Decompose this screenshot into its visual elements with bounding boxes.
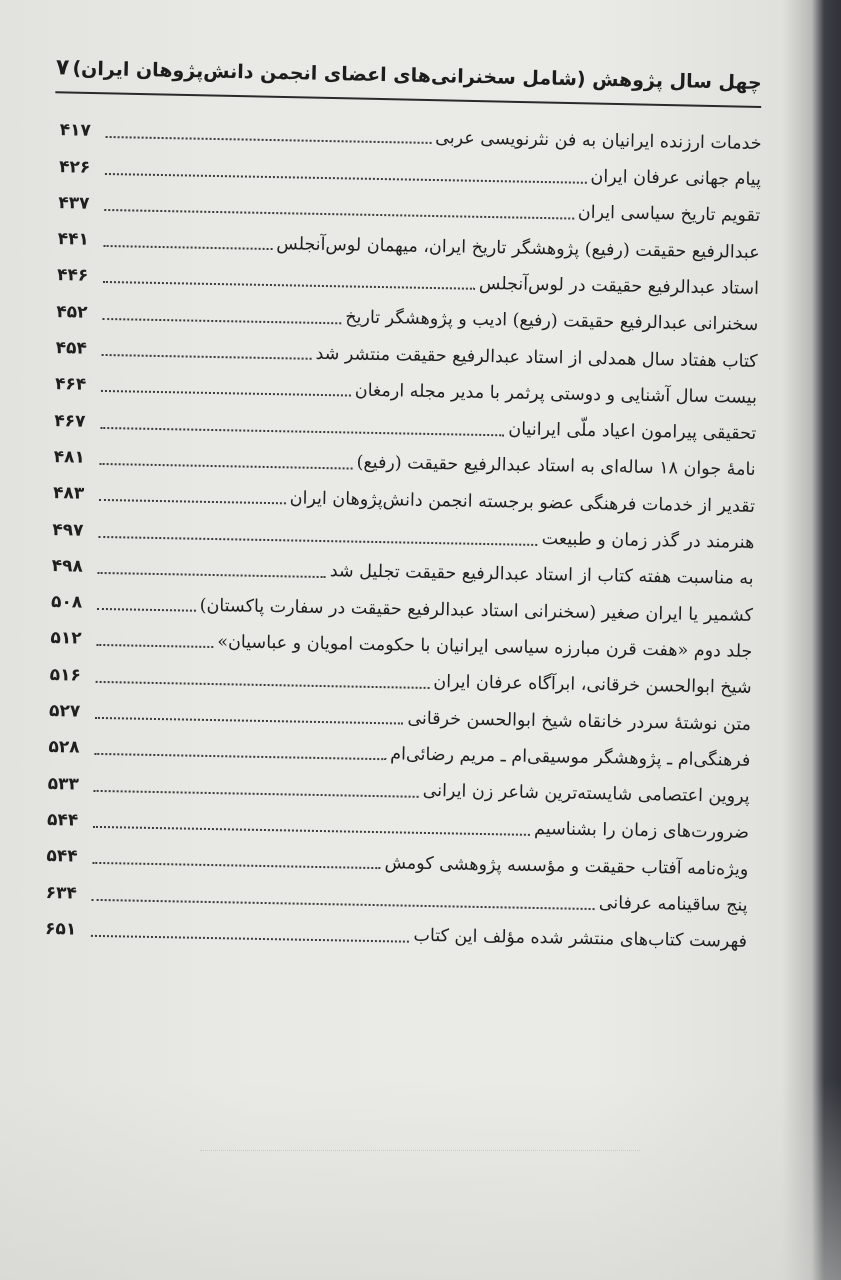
toc-entry-title: تقویم تاریخ سیاسی ایران (577, 203, 761, 227)
toc-entry-page: ۶۳۴ (45, 882, 78, 904)
toc-entry-page: ۵۲۷ (48, 701, 81, 722)
toc-entry-page: ۴۸۱ (53, 447, 86, 468)
toc-dot-leader (102, 354, 312, 360)
toc-dot-leader (104, 245, 273, 250)
header-page-number: ۷ (55, 55, 70, 81)
toc-entry-page: ۴۴۶ (56, 265, 89, 287)
toc-entry-page: ۴۶۷ (54, 410, 86, 432)
toc-entry-title: فرهنگی‌ام ـ پژوهشگر موسیقی‌ام ـ مریم رضائی‌ام (390, 744, 751, 771)
toc-entry-title: جلد دوم «هفت قرن مبارزه سیاسی ایرانیان با حکومت امویان و عباسیان» (217, 632, 753, 662)
toc-dot-leader (92, 862, 380, 869)
toc-dot-leader (97, 608, 196, 612)
toc-dot-leader (96, 681, 430, 689)
toc-entry-title: هنرمند در گذر زمان و طبیعت (541, 529, 755, 553)
toc-dot-leader (94, 753, 386, 760)
toc-entry-page: ۵۳۳ (47, 773, 80, 795)
toc-entry-page: ۶۵۱ (44, 918, 77, 940)
toc-dot-leader (106, 136, 432, 144)
toc-entry-page: ۴۸۳ (52, 483, 85, 504)
toc-dot-leader (102, 318, 341, 324)
toc-entry-title: پروین اعتصامی شایسته‌ترین شاعر زن ایرانی (422, 781, 750, 808)
toc-dot-leader (92, 898, 595, 909)
toc-entry-title: بیست سال آشنایی و دوستی پرثمر با مدیر مجله ارمغان (354, 380, 758, 408)
toc-entry-title: کشمیر یا ایران صغیر (سخنرانی استاد عبدالرفیع حقیقت در سفارت پاکستان) (199, 595, 754, 626)
toc-entry-title: فهرست کتاب‌های منتشر شده مؤلف این کتاب (413, 926, 748, 953)
toc-dot-leader (104, 209, 574, 220)
toc-entry-title: استاد عبدالرفیع حقیقت در لوس‌آنجلس (478, 273, 760, 299)
toc-entry-title: پنج ساقینامه عرفانی (598, 893, 748, 916)
toc-entry-page: ۵۴۴ (46, 846, 78, 867)
toc-entry-page: ۴۶۴ (54, 374, 87, 396)
toc-entry-page: ۵۴۴ (46, 809, 79, 831)
header-title: چهل سال پژوهش (شامل سخنرانی‌های اعضای انجمن دانش‌پژوهان ایران) (72, 57, 762, 94)
toc-entry-page: ۵۱۶ (49, 664, 82, 686)
toc-entry-page: ۴۳۷ (58, 193, 90, 214)
toc-entry-page: ۴۹۸ (51, 555, 84, 577)
toc-entry-title: متن نوشتهٔ سردر خانقاه شیخ ابوالحسن خرقانی (407, 708, 752, 735)
bleed-through-text (200, 1150, 640, 1157)
toc-dot-leader (100, 427, 504, 436)
toc-entry-title: تقدیر از خدمات فرهنگی عضو برجسته انجمن دانش‌پژوهان ایران (289, 488, 756, 517)
toc-entry-title: ویژه‌نامه آفتاب حقیقت و مؤسسه پژوهشی کومش (384, 852, 749, 880)
toc-dot-leader (95, 717, 403, 725)
toc-dot-leader (98, 572, 326, 578)
toc-entry-title: شیخ ابوالحسن خرقانی، ابرآگاه عرفان ایران (433, 672, 752, 699)
toc-dot-leader (99, 499, 286, 504)
toc-entry-title: تحقیقی پیرامون اعیاد ملّی ایرانیان (508, 419, 757, 445)
toc-dot-leader (103, 281, 475, 290)
toc-entry-page: ۵۱۲ (50, 628, 82, 650)
toc-entry-title: خدمات ارزنده ایرانیان به فن نثرنویسی عربی (435, 127, 762, 154)
toc-dot-leader (101, 390, 351, 397)
toc-dot-leader (100, 463, 353, 470)
toc-entry-title: ضرورت‌های زمان را بشناسیم (533, 819, 750, 844)
toc-entry-page: ۵۲۸ (48, 737, 80, 758)
toc-entry-page: ۴۱۷ (59, 120, 92, 141)
toc-entry-page: ۴۵۴ (55, 338, 88, 359)
toc-dot-leader (105, 173, 587, 184)
table-of-contents (45, 109, 762, 957)
toc-entry-title: پیام جهانی عرفان ایران (590, 166, 762, 191)
toc-entry-page: ۴۴۱ (57, 229, 90, 250)
toc-dot-leader (96, 644, 213, 648)
toc-entry-title: کتاب هفتاد سال همدلی از استاد عبدالرفیع حقیقت منتشر شد (315, 343, 758, 372)
toc-dot-leader (91, 935, 409, 943)
toc-dot-leader (93, 826, 530, 836)
toc-entry-page: ۵۰۸ (50, 592, 83, 613)
toc-entry-page: ۴۵۲ (56, 301, 88, 323)
toc-entry-page: ۴۹۷ (52, 519, 84, 541)
toc-dot-leader (94, 790, 419, 798)
toc-dot-leader (98, 535, 537, 545)
toc-entry-title: عبدالرفیع حقیقت (رفیع) پژوهشگر تاریخ ایران، میهمان لوس‌آنجلس (276, 233, 760, 263)
toc-entry-title: به مناسبت هفته کتاب از استاد عبدالرفیع حقیقت تجلیل شد (329, 561, 754, 590)
toc-entry-page: ۴۲۶ (58, 156, 91, 178)
page-shadow (0, 1080, 841, 1280)
toc-entry-title: سخنرانی عبدالرفیع حقیقت (رفیع) ادیب و پژوهشگر تاریخ (345, 307, 759, 336)
toc-entry-title: نامهٔ جوان ۱۸ ساله‌ای به استاد عبدالرفیع حقیقت (رفیع) (356, 453, 756, 481)
